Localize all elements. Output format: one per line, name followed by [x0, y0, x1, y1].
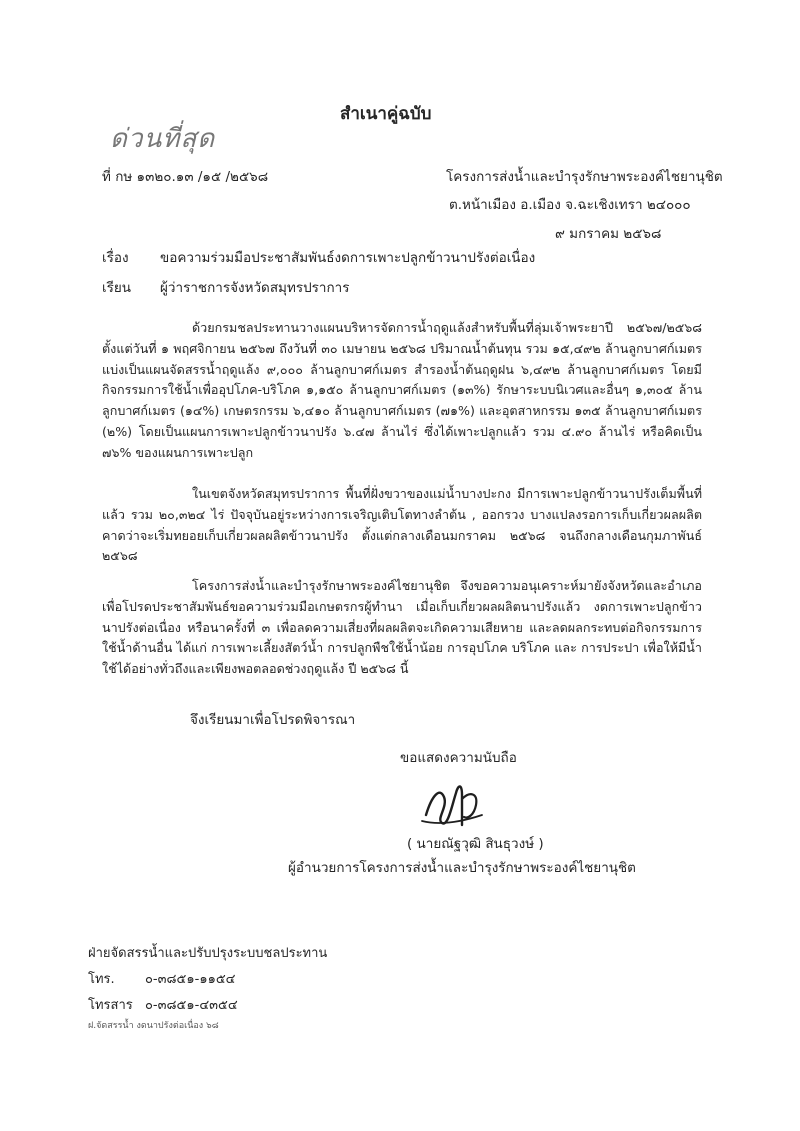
urgency-stamp: ด่วนที่สุด	[110, 124, 216, 154]
body-paragraph-2: ในเขตจังหวัดสมุทรปราการ พื้นที่ฝั่งขวาของแม่น้ำบางปะกง มีการเพาะปลูกข้าวนาปรังเต็มพื้นที่แล้ว รวม ๒๐,๓๒๔ ไร่ ปัจจุบันอยู่ระหว่างการเจริญเติบโตทางลำต้น , ออกรวง บางแปลงรอการเก็บเกี่ยวผลผลิต คาดว่าจะเริ่มทยอยเก็บเกี่ยวผลผลิตข้าวนาปรัง ตั้งแต่กลางเดือนมกราคม ๒๕๖๘ จนถึงกลางเดือนกุมภาพันธ์ ๒๕๖๘	[102, 486, 702, 564]
footer-fax-label: โทรสาร	[88, 998, 133, 1013]
signer-position: ผู้อำนวยการโครงการส่งน้ำและบำรุงรักษาพระองค์ไชยานุชิต	[288, 860, 636, 876]
footer-file-reference: ฝ.จัดสรรน้ำ งดนาปรังต่อเนื่อง ๖๘	[88, 1021, 219, 1031]
recipient-text: ผู้ว่าราชการจังหวัดสมุทรปราการ	[160, 280, 350, 296]
signer-name: ( นายณัฐวุฒิ สินธุวงษ์ )	[407, 836, 544, 852]
letter-date: ๙ มกราคม ๒๕๖๘	[555, 226, 662, 242]
closing-line: จึงเรียนมาเพื่อโปรดพิจารณา	[190, 712, 356, 728]
footer-department: ฝ่ายจัดสรรน้ำและปรับปรุงระบบชลประทาน	[88, 946, 328, 961]
reference-number: ที่ กษ ๑๓๒๐.๑๓ /๑๕ /๒๕๖๘	[102, 169, 269, 185]
handwritten-signature	[418, 775, 488, 835]
body-paragraph-3: โครงการส่งน้ำและบำรุงรักษาพระองค์ไชยานุชิต จึงขอความอนุเคราะห์มายังจังหวัดและอำเภอเพื่อโปรดประชาสัมพันธ์ขอความร่วมมือเกษตรกรผู้ทำนา เมื่อเก็บเกี่ยวผลผลิตนาปรังแล้ว งดการเพาะปลูกข้าวนาปรังต่อเนื่อง หรือนาครั้งที่ ๓ เพื่อลดความเสี่ยงที่ผลผลิตจะเกิดความเสียหาย และลดผลกระทบต่อกิจกรรมการใช้น้ำด้านอื่น ได้แก่ การเพาะเลี้ยงสัตว์น้ำ การปลูกพืชใช้น้ำน้อย การอุปโภค บริโภค และ การประปา เพื่อให้มีน้ำใช้ได้อย่างทั่วถึงและเพียงพอตลอดช่วงฤดูแล้ง ปี ๒๕๖๘ นี้	[102, 578, 702, 677]
document-title: สำเนาคู่ฉบับ	[340, 104, 432, 124]
body-paragraph-1: ด้วยกรมชลประทานวางแผนบริหารจัดการน้ำฤดูแล้งสำหรับพื้นที่ลุ่มเจ้าพระยาปี ๒๕๖๗/๒๕๖๘ ตั้งแต่วันที่ ๑ พฤศจิกายน ๒๕๖๗ ถึงวันที่ ๓๐ เมษายน ๒๕๖๘ ปริมาณน้ำต้นทุน รวม ๑๕,๔๙๒ ล้านลูกบาศก์เมตร แบ่งเป็นแผนจัดสรรน้ำฤดูแล้ง ๙,๐๐๐ ล้านลูกบาศก์เมตร สำรองน้ำต้นฤดูฝน ๖,๔๙๒ ล้านลูกบาศก์เมตร โดยมีกิจกรรมการใช้น้ำเพื่ออุปโภค-บริโภค ๑,๑๕๐ ล้านลูกบาศก์เมตร (๑๓%) รักษาระบบนิเวศและอื่นๆ ๑,๓๐๕ ล้านลูกบาศก์เมตร (๑๔%) เกษตรกรรม ๖,๔๑๐ ล้านลูกบาศก์เมตร (๗๑%) และอุตสาหกรรม ๑๓๕ ล้านลูกบาศก์เมตร (๒%) โดยเป็นแผนการเพาะปลูกข้าวนาปรัง ๖.๔๗ ล้านไร่ ซึ่งได้เพาะปลูกแล้ว รวม ๔.๙๐ ล้านไร่ หรือคิดเป็น ๗๖% ของแผนการเพาะปลูก	[102, 320, 702, 460]
regards-line: ขอแสดงความนับถือ	[400, 750, 517, 766]
recipient-label: เรียน	[102, 280, 132, 296]
sender-organization: โครงการส่งน้ำและบำรุงรักษาพระองค์ไชยานุชิต	[446, 169, 723, 185]
footer-fax-number: ๐-๓๘๕๑-๔๓๕๔	[145, 998, 238, 1013]
subject-label: เรื่อง	[102, 250, 129, 266]
footer-tel-label: โทร.	[88, 972, 115, 987]
footer-tel-number: ๐-๓๘๕๑-๑๑๕๔	[145, 972, 236, 987]
sender-address: ต.หน้าเมือง อ.เมือง จ.ฉะเชิงเทรา ๒๔๐๐๐	[449, 197, 691, 213]
subject-text: ขอความร่วมมือประชาสัมพันธ์งดการเพาะปลูกข้าวนาปรังต่อเนื่อง	[160, 250, 536, 266]
